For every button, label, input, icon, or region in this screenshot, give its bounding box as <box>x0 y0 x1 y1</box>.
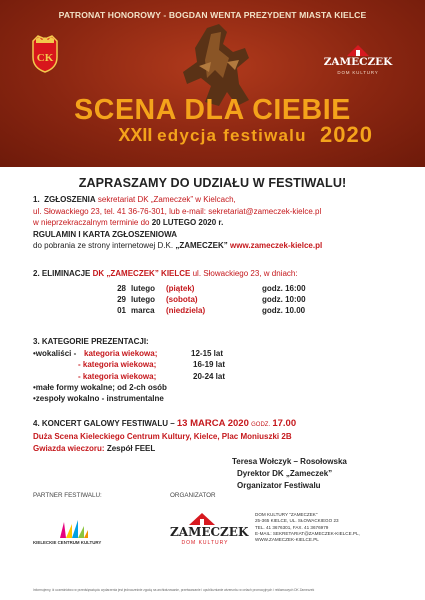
signature-name: Teresa Wołczyk – Rosołowska <box>232 457 347 466</box>
schedule-month: lutego <box>131 284 155 293</box>
signature-role1: Dyrektor DK „Zameczek” <box>237 469 333 478</box>
kck-name: KIELECKIE CENTRUM KULTURY <box>33 540 102 545</box>
s1-line4: RGULAMIN I KARTA ZGŁOSZENIOWA <box>33 229 177 239</box>
schedule-weekday: (sobota) <box>166 295 198 304</box>
logo-name: ZAMECZEK <box>323 56 393 68</box>
s1-line5b: „ZAMECZEK” <box>175 241 228 250</box>
address-line: DOM KULTURY "ZAMECZEK" <box>255 512 318 517</box>
schedule-month: lutego <box>131 295 155 304</box>
signature-block <box>232 456 347 492</box>
organizer-address <box>255 512 360 543</box>
kielce-crest-icon <box>30 35 60 73</box>
edition-line <box>0 122 425 147</box>
s4-date: 13 MARCA 2020 <box>176 418 249 429</box>
s4-godz: GODZ. <box>251 422 271 428</box>
s1-line3a: w nieprzekraczalnym terminie do <box>33 218 150 227</box>
category-row <box>33 372 413 383</box>
s4-time: 17.00 <box>272 418 297 429</box>
s1-line1: sekretariat DK „Zameczek” w Kielcach, <box>97 195 236 204</box>
category-label: •wokaliści - <box>33 349 77 358</box>
category-age: kategoria wiekowa; <box>84 349 158 358</box>
s2-num: 2. <box>33 269 40 278</box>
s1-head: ZGŁOSZENIA <box>44 195 96 204</box>
schedule-row <box>112 295 352 306</box>
schedule-day: 01 <box>117 306 126 315</box>
s1-line5a: do pobrania ze strony internetowej D.K. <box>33 241 174 250</box>
logo-sub: DOM KULTURY <box>337 70 379 75</box>
category-range: 16-19 lat <box>193 360 226 370</box>
s2-head: ELIMINACJE <box>41 269 91 278</box>
category-row <box>33 383 413 394</box>
edition-roman: XXII <box>118 125 153 145</box>
edition-year: 2020 <box>320 122 373 147</box>
category-range: 20-24 lat <box>193 371 226 381</box>
schedule-weekday: (niedziela) <box>166 306 206 315</box>
zameczek-logo-footer <box>170 510 260 550</box>
schedule-time: godz. 10.00 <box>262 306 306 315</box>
email-link[interactable]: E-MAIL: SEKRETARIAT@ZAMECZEK-KIELCE.PL, <box>255 530 360 536</box>
edition-text: edycja festiwalu <box>157 126 307 145</box>
category-range: 12-15 lat <box>191 349 224 358</box>
s1-line2: ul. Słowackiego 23, tel. 41 36-76-301, lub e-mail: sekretariat@zameczek-kielce.pl <box>33 206 322 216</box>
zameczek-logo-name: ZAMECZEK <box>170 525 249 539</box>
s4-head: KONCERT GALOWY FESTIWALU – <box>41 419 175 428</box>
crest-letters: CK <box>36 52 54 64</box>
address-line: TEL. 41 3676301, FAX. 41 3676979 <box>255 524 329 530</box>
category-age: - kategoria wiekowa; <box>78 360 157 370</box>
schedule-day: 29 <box>117 295 126 304</box>
festival-title: SCENA DLA CIEBIE <box>74 94 351 126</box>
s4-star-label: Gwiazda wieczoru: <box>33 444 105 453</box>
schedule-row <box>112 306 352 317</box>
partner-label: PARTNER FESTIWALU: <box>33 492 102 499</box>
s4-star: Zespół FEEL <box>106 444 156 453</box>
zameczek-logo-top <box>318 44 398 78</box>
header-banner <box>0 0 425 167</box>
s3-head: 3. KATEGORIE PREZENTACJI: <box>33 337 149 346</box>
category-row <box>33 349 413 360</box>
zameczek-logo-sub: DOM KULTURY <box>181 540 229 546</box>
category-row <box>33 394 413 405</box>
s1-deadline: 20 LUTEGO 2020 r. <box>151 218 224 227</box>
section-eliminations <box>33 268 298 280</box>
signature-role2: Organizator Festiwalu <box>237 481 321 490</box>
schedule-day: 28 <box>117 284 126 293</box>
s4-venue: Duża Scena Kieleckiego Centrum Kultury, Kielce, Plac Moniuszki 2B <box>33 432 292 441</box>
organizator-label: ORGANIZATOR <box>170 492 216 499</box>
patronat-text: PATRONAT HONOROWY - BOGDAN WENTA PREZYDENT MIASTA KIELCE <box>58 10 367 20</box>
s2-place: DK „ZAMECZEK” KIELCE <box>92 269 191 278</box>
schedule-time: godz. 10:00 <box>262 295 306 304</box>
category-age: - kategoria wiekowa; <box>78 371 157 381</box>
schedule-list <box>112 284 352 317</box>
schedule-time: godz. 16:00 <box>262 284 306 293</box>
category-row <box>33 360 413 371</box>
category-small-forms: •małe formy wokalne; od 2-ch osób <box>33 382 167 392</box>
schedule-weekday: (piątek) <box>166 284 195 293</box>
category-bands: •zespoły wokalno - instrumentalne <box>33 394 164 404</box>
headline: ZAPRASZAMY DO UDZIAŁU W FESTIWALU! <box>78 176 347 190</box>
s1-num: 1. <box>33 195 40 204</box>
s4-num: 4. <box>33 419 40 428</box>
section-gala <box>33 418 296 455</box>
categories-list <box>33 349 413 405</box>
s2-addr: ul. Słowackiego 23, w dniach: <box>192 269 298 278</box>
address-line: 25-365 KIELCE, UL. SŁOWACKIEGO 23 <box>255 518 339 524</box>
website-link[interactable]: WWW.ZAMECZEK-KIELCE.PL <box>255 537 319 543</box>
s1-website-link[interactable]: www.zameczek-kielce.pl <box>230 241 323 250</box>
schedule-row <box>112 284 352 295</box>
castle-roof-icon <box>188 512 216 526</box>
schedule-month: marca <box>131 306 155 315</box>
fine-print: Informujemy, iż uczestnictwo w przedsięwzięciu wydarzenia jest jednocześnie zgodą na archiwizowanie, przetwarzanie i upublicznianie wizerunku w celach promocyjnych i reklamowych DK Zameczek <box>33 588 315 592</box>
section-registration <box>33 194 322 252</box>
